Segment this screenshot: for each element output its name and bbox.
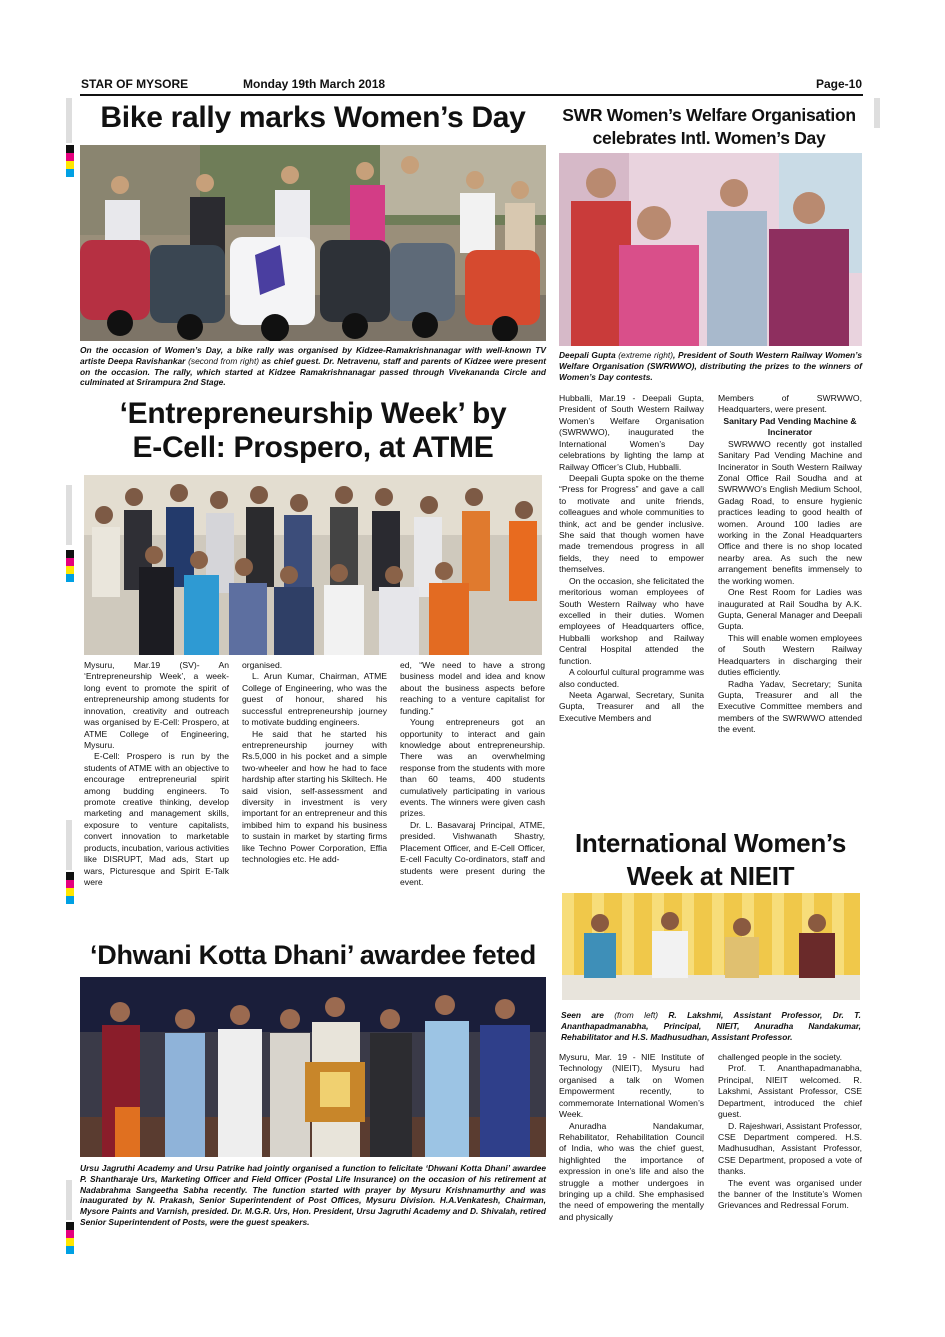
- registration-mark: [66, 1222, 74, 1254]
- margin-bar: [66, 1180, 72, 1220]
- swr-event-photo: [559, 153, 862, 346]
- ecell-column-2: [242, 660, 387, 866]
- swr-paragraph: Deepali Gupta spoke on the theme “Press for Progress” and gave a call to motivate and unite friends, colleagues and whole communities to think, act and be gender inclusive. She said that though women have made tremendous progress in all fields, they need to empower themselves.: [559, 472, 704, 575]
- ecell-paragraph: E-Cell: Prospero is run by the students of ATME with an objective to encourage entrepreneurial spirit among budding engineers. To promote creative thinking, develop marketing and management skills, exposure to venture capitalists, convert innovation to marketable products, incubation, various activities like DISRUPT, Mad ads, Start up wars, Picturesque and Spirit E-Talk were: [84, 751, 229, 888]
- nieit-stage-photo: [562, 893, 860, 1000]
- swr-headline-line-2: celebrates Intl. Women’s Day: [592, 127, 826, 148]
- bike-caption-note: (second from right): [188, 355, 260, 366]
- ecell-paragraph: ed, “We need to have a strong business model and idea and know about the business aspects before reaching to a venture capitalist for funding.”: [400, 660, 545, 716]
- bike-caption-text: On the occasion of Women’s Day, a bike rally was organised by Kidzee-Ramakrishnanagar with well-known TV artiste Deepa Ravishankar: [80, 345, 546, 366]
- margin-bar: [66, 485, 72, 545]
- bike-rally-photo: [80, 145, 546, 341]
- ecell-headline-line-1: ‘Entrepreneurship Week’ by: [119, 397, 507, 430]
- ecell-paragraph: organised.: [242, 660, 283, 670]
- nieit-caption-note: (from left): [614, 1010, 659, 1020]
- margin-bar: [66, 820, 72, 870]
- issue-date: Monday 19th March 2018: [243, 77, 386, 91]
- nieit-paragraph: D. Rajeshwari, Assistant Professor, CSE Department compered. H.S. Madhusudhan, Assistant Professor, CSE Department, proposed a vote of thanks.: [718, 1120, 862, 1177]
- masthead: [80, 76, 863, 96]
- paper-name: STAR OF MYSORE: [81, 77, 189, 91]
- swr-caption: [559, 350, 862, 382]
- swr-paragraph: Radha Yadav, Secretary; Sunita Gupta, Treasurer and all the Executive Committee members and members of the SWRWWO attended the event.: [718, 678, 862, 735]
- swr-paragraph: A colourful cultural programme was also conducted.: [559, 667, 704, 689]
- swr-caption-text-2: , President of South Western Railway Women’s Welfare Organisation (SWRWWO), distributing the prizes to the winners of Women’s Day contests.: [559, 350, 862, 382]
- swr-caption-text: Deepali Gupta: [559, 350, 619, 360]
- nieit-caption-text-2: R. Lakshmi, Assistant Professor, Dr. T. Ananthapadmanabha, Principal, NIEIT, Anuradha Nandakumar, Rehabilitator and H.S. Madhusudhan, Assistant Professor.: [561, 1010, 862, 1042]
- dhwani-felicitation-photo: [80, 977, 546, 1157]
- ecell-group-photo: [84, 475, 542, 655]
- dhwani-headline: ‘Dhwani Kotta Dhani’ awardee feted: [90, 940, 536, 970]
- registration-mark: [66, 872, 74, 904]
- margin-bar: [66, 98, 72, 143]
- swr-column-2: [718, 393, 862, 736]
- dhwani-caption: Ursu Jagruthi Academy and Ursu Patrike had jointly organised a function to felicitate ‘Dhwani Kotta Dhani’ awardee P. Shantharaje Urs, Marketing Officer and Field Officer (Postal Life Insurance) on the occasion of his retirement at Nadabrahma Sangeetha Sabha recently. The function started with prayer by Mysuru Krishnamurthy and was inaugurated by N. Prakash, Senior Superintendent of Post Offices, Mysuru Division. H.A.Venkatesh, Chairman, Mysore Paints and Varnish, presided. Dr. M.G.R. Urs, Hon. President, Ursu Jagruthi Academy and D. Shivalah, retired Senior Superintendent of Posts, were the guest speakers.: [80, 1163, 546, 1227]
- ecell-paragraph: Dr. L. Basavaraj Principal, ATME, presided. Vishwanath Shastry, Placement Officer, and E-Cell Officer, E-cell Faculty Co-ordinators, staff and students were present during the event.: [400, 819, 545, 888]
- ecell-column-1: [84, 660, 229, 888]
- nieit-headline: [559, 827, 862, 892]
- swr-paragraph: One Rest Room for Ladies was inaugurated at Rail Soudha by A.K. Gupta, General Manager and Deepali Gupta.: [718, 587, 862, 632]
- swr-subheading: Sanitary Pad Vending Machine & Incinerator: [723, 415, 857, 438]
- bike-caption-text-2: as chief guest. Dr. Netravenu, staff and parents of Kidzee were present on the occasion. The rally, which started at Kidzee Ramakrishnanagar passed through Vivekananda Circle and culminated at Srirampura 2nd Stage.: [80, 355, 546, 388]
- page-number: Page-10: [815, 77, 862, 91]
- nieit-paragraph: challenged people in the society.: [718, 1052, 843, 1062]
- nieit-caption: [561, 1010, 861, 1042]
- nieit-caption-text: Seen are: [561, 1010, 615, 1020]
- ecell-column-3: [400, 660, 545, 888]
- ecell-paragraph: L. Arun Kumar, Chairman, ATME College of Engineering, who was the guest of honour, shared his successful entrepreneurship journey to motivate budding engineers.: [242, 671, 387, 728]
- registration-mark: [66, 550, 74, 582]
- swr-paragraph: On the occasion, she felicitated the meritorious woman employees of South Western Railway who have excelled in their duties. Women employees of Headquarters office, Hubballi workshop and Railway Central Hospital attended the function.: [559, 575, 704, 666]
- nieit-paragraph: Mysuru, Mar. 19 - NIE Institute of Technology (NIEIT), Mysuru had organised a talk on Women Empowerment recently, to commemorate International Women’s Week.: [559, 1052, 704, 1120]
- swr-paragraph: This will enable women employees of South Western Railway Headquarters in discharging their duties efficiently.: [718, 632, 862, 678]
- ecell-paragraph: Young entrepreneurs got an opportunity to interact and gain knowledge about entrepreneurship. There was an overwhelming response from the students with more than 60 teams, 400 students cumulatively participating in various events. The winners were given cash prizes.: [400, 717, 545, 819]
- registration-mark: [66, 145, 74, 177]
- bike-caption: [80, 345, 546, 388]
- swr-paragraph: Hubballi, Mar.19 - Deepali Gupta, President of South Western Railway Women’s Welfare Organisation (SWRWWO), inaugurated the International Women’s Day celebrations by lighting the lamp at Railway Officer’s Club, Hubballi.: [559, 393, 704, 472]
- swr-caption-note: (extreme right): [618, 350, 674, 360]
- nieit-column-1: [559, 1052, 704, 1223]
- ecell-paragraph: Mysuru, Mar.19 (SV)- An ‘Entrepreneurship Week’, a week-long event to promote the spirit of entrepreneurship among students for innovation, creativity and outreach was organised by E-Cell: Prospero, at ATME College of Engineering, Mysuru.: [84, 660, 229, 750]
- nieit-paragraph: Prof. T. Ananthapadmanabha, Principal, NIEIT welcomed. R. Lakshmi, Assistant Professor, CSE Department, introduced the chief guest.: [718, 1063, 862, 1120]
- ecell-headline-line-2: E-Cell: Prospero, at ATME: [132, 431, 494, 465]
- swr-headline: [554, 104, 864, 150]
- swr-headline-line-1: SWR Women’s Welfare Organisation: [562, 105, 856, 125]
- nieit-paragraph: Anuradha Nandakumar, Rehabilitator, Rehabilitation Council of India, who was the chief guest, highlighted the importance of expression in one’s life and also the struggle a mother undergoes in bringing up a child. She emphasised the need of empowering the mentally and physically: [559, 1120, 704, 1222]
- nieit-headline-line-2: Week at NIEIT: [626, 860, 795, 891]
- ecell-headline: [80, 397, 546, 465]
- nieit-paragraph: The event was organised under the banner of the Institute’s Women Grievances and Redressal Forum.: [718, 1177, 862, 1211]
- swr-paragraph: SWRWWO recently got installed Sanitary Pad Vending Machine and Incinerator in South Western Railway Zonal Office Rail Soudha and at SWRWWO’s English Medium School, Gadag Road, to ensure hygienic practices leading to good health of women. Around 100 ladies are working in the Zonal Headquarters Office and there is no shop located nearby area. As such the new arrangement benefits immensely to the working women.: [718, 438, 862, 586]
- nieit-column-2: [718, 1052, 862, 1212]
- bike-headline: Bike rally marks Women’s Day: [100, 101, 526, 134]
- swr-paragraph: Neeta Agarwal, Secretary, Sunita Gupta, Treasurer and all the Executive Members and: [559, 689, 704, 723]
- margin-bar: [874, 98, 880, 128]
- nieit-headline-line-1: International Women’s: [574, 828, 847, 858]
- ecell-paragraph: He said that he started his entrepreneurship journey with Rs.5,000 in his pocket and a simple two-wheeler and how he had to face hardship after starting his Skiltech. He said vision, self-assessment and diversity in investment is very important for an entrepreneur and this imbibed him to expand his business to sustain in market by starting firms like Techno Power Corporation, Effia technologies etc. He add-: [242, 728, 387, 865]
- swr-column-1: [559, 393, 704, 724]
- swr-paragraph: Members of SWRWWO, Headquarters, were present.: [718, 393, 862, 415]
